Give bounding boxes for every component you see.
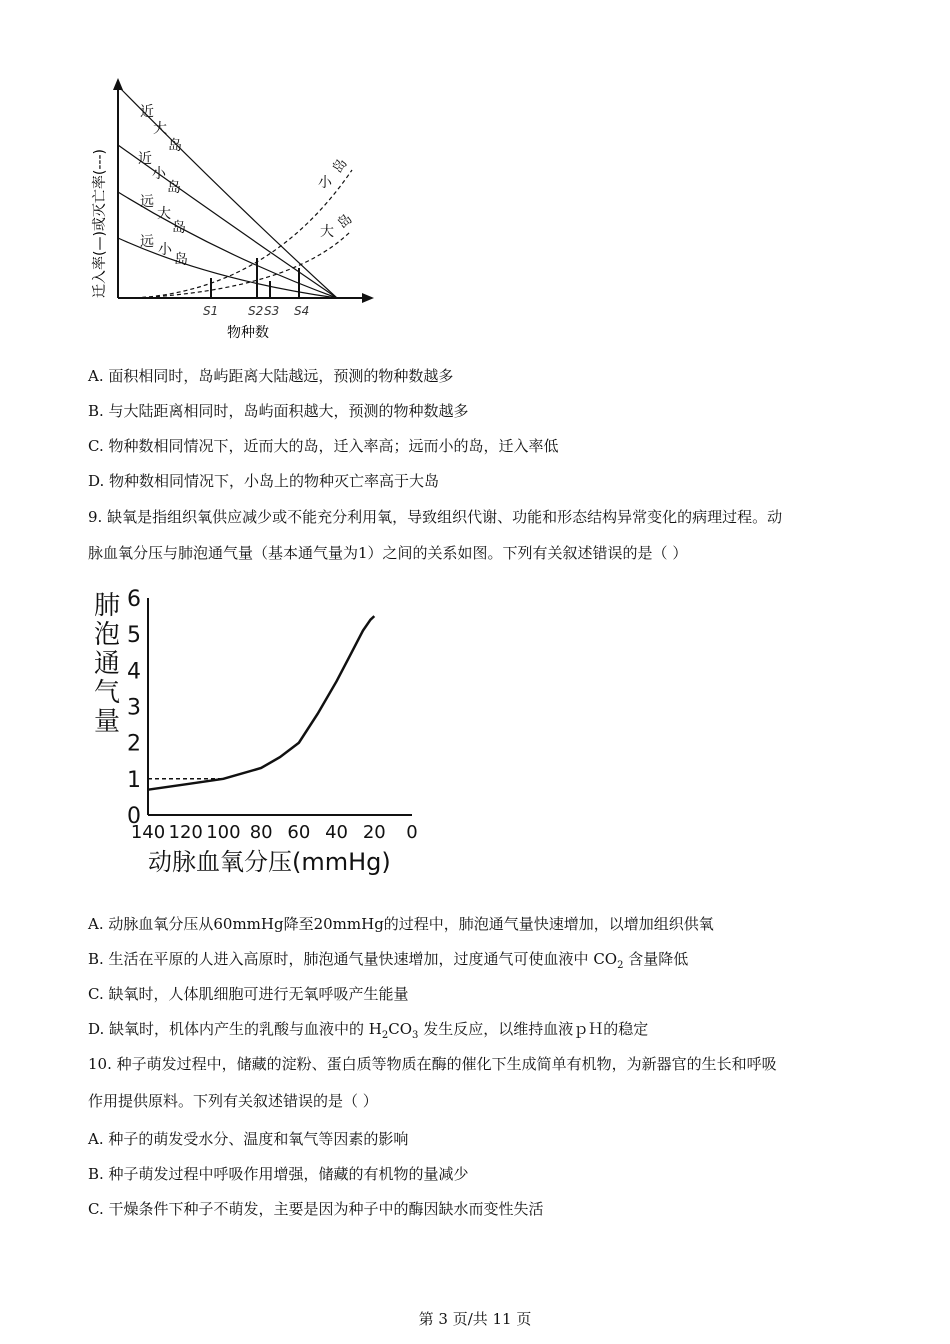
q9-stem-line2: 脉血氧分压与肺泡通气量（基本通气量为1）之间的关系如图。下列有关叙述错误的是（ ） — [88, 544, 688, 562]
x-tick-label: 100 — [206, 822, 241, 843]
x-tick-label: 140 — [130, 822, 166, 843]
label-near-large-3: 岛 — [168, 138, 182, 154]
label-far-large-1: 远 — [140, 194, 154, 210]
q10-option-a: A. 种子的萌发受水分、温度和氧气等因素的影响 — [88, 1130, 409, 1148]
q10-option-b: B. 种子萌发过程中呼吸作用增强，储藏的有机物的量减少 — [88, 1165, 469, 1183]
s3-label: S3 — [264, 304, 280, 318]
label-ext-small-2: 岛 — [329, 156, 351, 177]
ventilation-chart — [86, 580, 426, 880]
label-far-small-1: 远 — [140, 234, 154, 250]
s4-label: S4 — [294, 304, 310, 318]
label-far-small-2: 小 — [158, 242, 172, 258]
q8-option-a: A. 面积相同时，岛屿距离大陆越远，预测的物种数越多 — [88, 367, 454, 385]
y-tick-label: 3 — [127, 695, 141, 721]
q8-option-d: D. 物种数相同情况下，小岛上的物种灭亡率高于大岛 — [88, 472, 440, 490]
fig1-y-arrow — [113, 78, 123, 90]
label-far-large-3: 岛 — [172, 220, 186, 236]
q9-option-d-post: 发生反应，以维持血液ｐＨ的稳定 — [418, 1020, 649, 1038]
y-label-char: 泡 — [94, 620, 121, 650]
x-tick-label: 0 — [406, 822, 418, 843]
label-near-small-2: 小 — [152, 166, 166, 182]
label-near-small-1: 近 — [138, 151, 152, 167]
y-label-char: 肺 — [94, 591, 121, 621]
q9-stem-line1: 9. 缺氧是指组织氧供应减少或不能充分利用氧，导致组织代谢、功能和形态结构异常变化的病理过程。动 — [88, 508, 783, 526]
label-near-large-2: 大 — [153, 121, 167, 137]
page-footer: 第 3 页/共 11 页 — [418, 1310, 532, 1328]
q9-option-d-sub2: 3 — [412, 1030, 419, 1041]
q9-option-c: C. 缺氧时，人体肌细胞可进行无氧呼吸产生能量 — [88, 985, 409, 1003]
y-tick-label: 2 — [127, 731, 141, 757]
y-tick-label: 4 — [127, 659, 141, 685]
q9-option-a: A. 动脉血氧分压从60mmHg降至20mmHg的过程中，肺泡通气量快速增加，以增加组织供氧 — [88, 915, 714, 933]
q9-option-d — [88, 1019, 648, 1039]
fig1-x-arrow — [362, 293, 374, 303]
x-tick-label: 20 — [362, 822, 386, 843]
label-ext-large-1: 大 — [320, 224, 334, 240]
fig1-y-label: 迁入率(—)或灭亡率(---) — [92, 148, 108, 298]
q9-option-d-mid: CO — [388, 1020, 413, 1038]
label-ext-small-1: 小 — [318, 175, 332, 191]
x-tick-label: 120 — [168, 822, 203, 843]
label-ext-large-2: 岛 — [334, 211, 356, 233]
ventilation-curve — [148, 616, 374, 790]
s2-label: S2 — [248, 304, 264, 318]
island-species-figure — [84, 76, 384, 346]
label-near-large-1: 近 — [140, 104, 154, 120]
q8-option-b: B. 与大陆距离相同时，岛屿面积越大，预测的物种数越多 — [88, 402, 469, 420]
x-tick-label: 40 — [325, 822, 349, 843]
label-far-large-2: 大 — [157, 206, 171, 222]
y-tick-label: 0 — [127, 804, 141, 829]
q9-option-b-pre: B. 生活在平原的人进入高原时，肺泡通气量快速增加，过度通气可使血液中 CO — [88, 950, 618, 968]
q10-option-c: C. 干燥条件下种子不萌发，主要是因为种子中的酶因缺水而变性失活 — [88, 1200, 544, 1218]
y-label-char: 量 — [94, 707, 121, 737]
q8-option-c: C. 物种数相同情况下，近而大的岛，迁入率高；远而小的岛，迁入率低 — [88, 437, 559, 455]
x-tick-label: 60 — [287, 822, 311, 843]
y-tick-label: 1 — [127, 767, 141, 793]
q9-option-d-sub1: 2 — [381, 1030, 389, 1041]
label-near-small-3: 岛 — [167, 180, 181, 196]
q9-option-b — [88, 949, 688, 969]
q9-option-b-post: 含量降低 — [623, 950, 689, 968]
q10-stem-line1: 10. 种子萌发过程中，储藏的淀粉、蛋白质等物质在酶的催化下生成简单有机物，为新器官的生长和呼吸 — [88, 1055, 777, 1073]
q9-option-d-pre: D. 缺氧时，机体内产生的乳酸与血液中的 H — [88, 1020, 382, 1038]
y-tick-label: 6 — [127, 587, 141, 612]
y-label-char: 气 — [94, 678, 121, 708]
y-label-char: 通 — [94, 649, 121, 679]
fig1-x-label: 物种数 — [227, 325, 269, 341]
chart-x-label: 动脉血氧分压(mmHg) — [148, 848, 391, 876]
curve-near-small — [118, 145, 337, 298]
q9-option-b-sub: 2 — [617, 960, 624, 971]
q10-stem-line2: 作用提供原料。下列有关叙述错误的是（ ） — [88, 1092, 378, 1110]
s1-label: S1 — [203, 304, 219, 318]
x-tick-label: 80 — [249, 822, 273, 843]
label-far-small-3: 岛 — [174, 252, 188, 268]
y-tick-label: 5 — [127, 623, 141, 649]
